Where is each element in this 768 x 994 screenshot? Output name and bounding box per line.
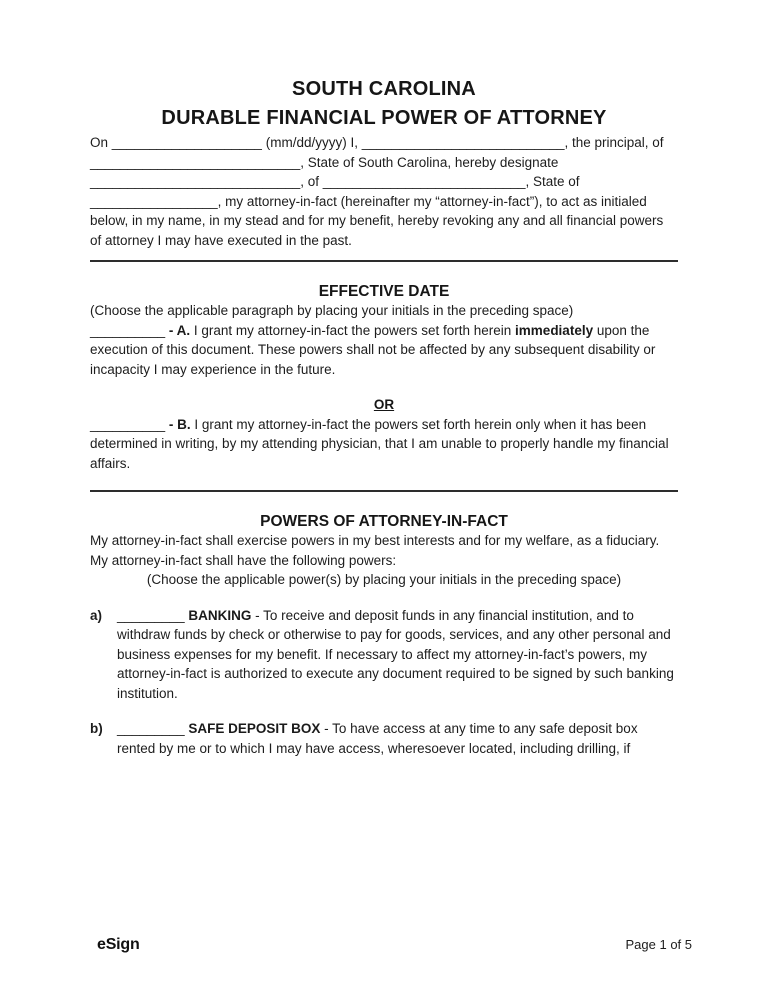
opening-paragraph [90,133,678,250]
option-a-bold-word: immediately [515,322,594,338]
blank-agent-state[interactable]: _________________ [90,193,218,209]
powers-heading: POWERS OF ATTORNEY-IN-FACT [260,513,508,530]
blank-initials-banking[interactable]: _________ [117,607,185,623]
power-text-safe-deposit-box: - To have access at any time to any safe deposit box rented by me or to which I may have access, wheresoever located, including drilling, if [117,721,638,756]
powers-instruction: (Choose the applicable power(s) by placing your initials in the preceding space) [146,572,622,587]
blank-agent-name[interactable]: ____________________________ [90,174,301,189]
blank-principal-name[interactable]: ___________________________ [361,135,565,150]
blank-agent-city[interactable]: ___________________________ [322,174,526,189]
option-b-text: I grant my attorney-in-fact the powers set forth herein only when it has been determined in writing, by my attending physician, that I am unable to properly handle my financial affairs. [90,416,669,471]
page-footer [97,936,692,954]
effective-date-instruction: (Choose the applicable paragraph by placing your initials in the preceding space) [90,303,574,318]
document-title-line2: DURABLE FINANCIAL POWER OF ATTORNEY [161,107,607,129]
opening-text: , State of South Carolina, hereby designate [300,154,559,170]
option-a-text: I grant my attorney-in-fact the powers set forth herein [193,322,512,338]
section-divider [90,490,678,492]
blank-principal-city[interactable]: ____________________________ [90,154,301,170]
esign-logo: eSign [97,936,140,953]
power-item-body [117,606,678,704]
powers-intro: My attorney-in-fact shall exercise powers in my best interests and for my welfare, as a fiduciary. My attorney-in-fact shall have the following powers: [90,533,660,568]
blank-execution-date[interactable]: ____________________ [111,135,262,150]
opening-text: , of [300,174,319,189]
opening-text: , State of [525,174,580,189]
option-a-text: upon the execution of this document. These powers shall not be affected by any subsequent disability or incapacity I may experience in the future. [90,322,656,377]
power-item-label: a) [90,607,103,623]
option-a-paragraph [90,321,678,380]
power-item-safe-deposit-box [90,719,678,758]
effective-date-heading: EFFECTIVE DATE [318,283,450,300]
document-title [90,75,678,133]
option-b-paragraph [90,415,678,474]
power-text-banking: - To receive and deposit funds in any financial institution, and to withdraw funds by check or otherwise to pay for goods, services, and any other personal and business expenses for my benefit. If necessary to affect my attorney-in-fact’s powers, my attorney-in-fact is authorized to execute any document required to be signed by such banking institution. [117,607,674,701]
or-separator: OR [373,397,395,412]
power-item-label: b) [90,721,103,736]
page-indicator: Page 1 of 5 [625,937,692,952]
blank-initials-option-b[interactable]: __________ [90,416,166,432]
opening-text: On [90,135,109,150]
document-title-line1: SOUTH CAROLINA [292,78,476,100]
section-divider [90,260,678,262]
opening-text: , my attorney-in-fact (hereinafter my “attorney-in-fact”), to act as initialed below, in my name, in my stead and for my benefit, hereby revoking any and all financial powers of attorney I may have executed in the past. [90,193,664,248]
power-name-banking: BANKING [188,607,252,623]
power-item-body [117,719,678,758]
power-item-banking [90,606,678,704]
blank-initials-option-a[interactable]: __________ [90,322,166,338]
opening-text: , the principal, of [564,135,664,150]
option-a-label: - A. [168,322,191,338]
option-b-label: - B. [168,416,191,432]
blank-initials-safe-deposit-box[interactable]: _________ [117,721,185,736]
opening-text: (mm/dd/yyyy) I, [265,135,358,150]
power-name-safe-deposit-box: SAFE DEPOSIT BOX [188,721,321,736]
